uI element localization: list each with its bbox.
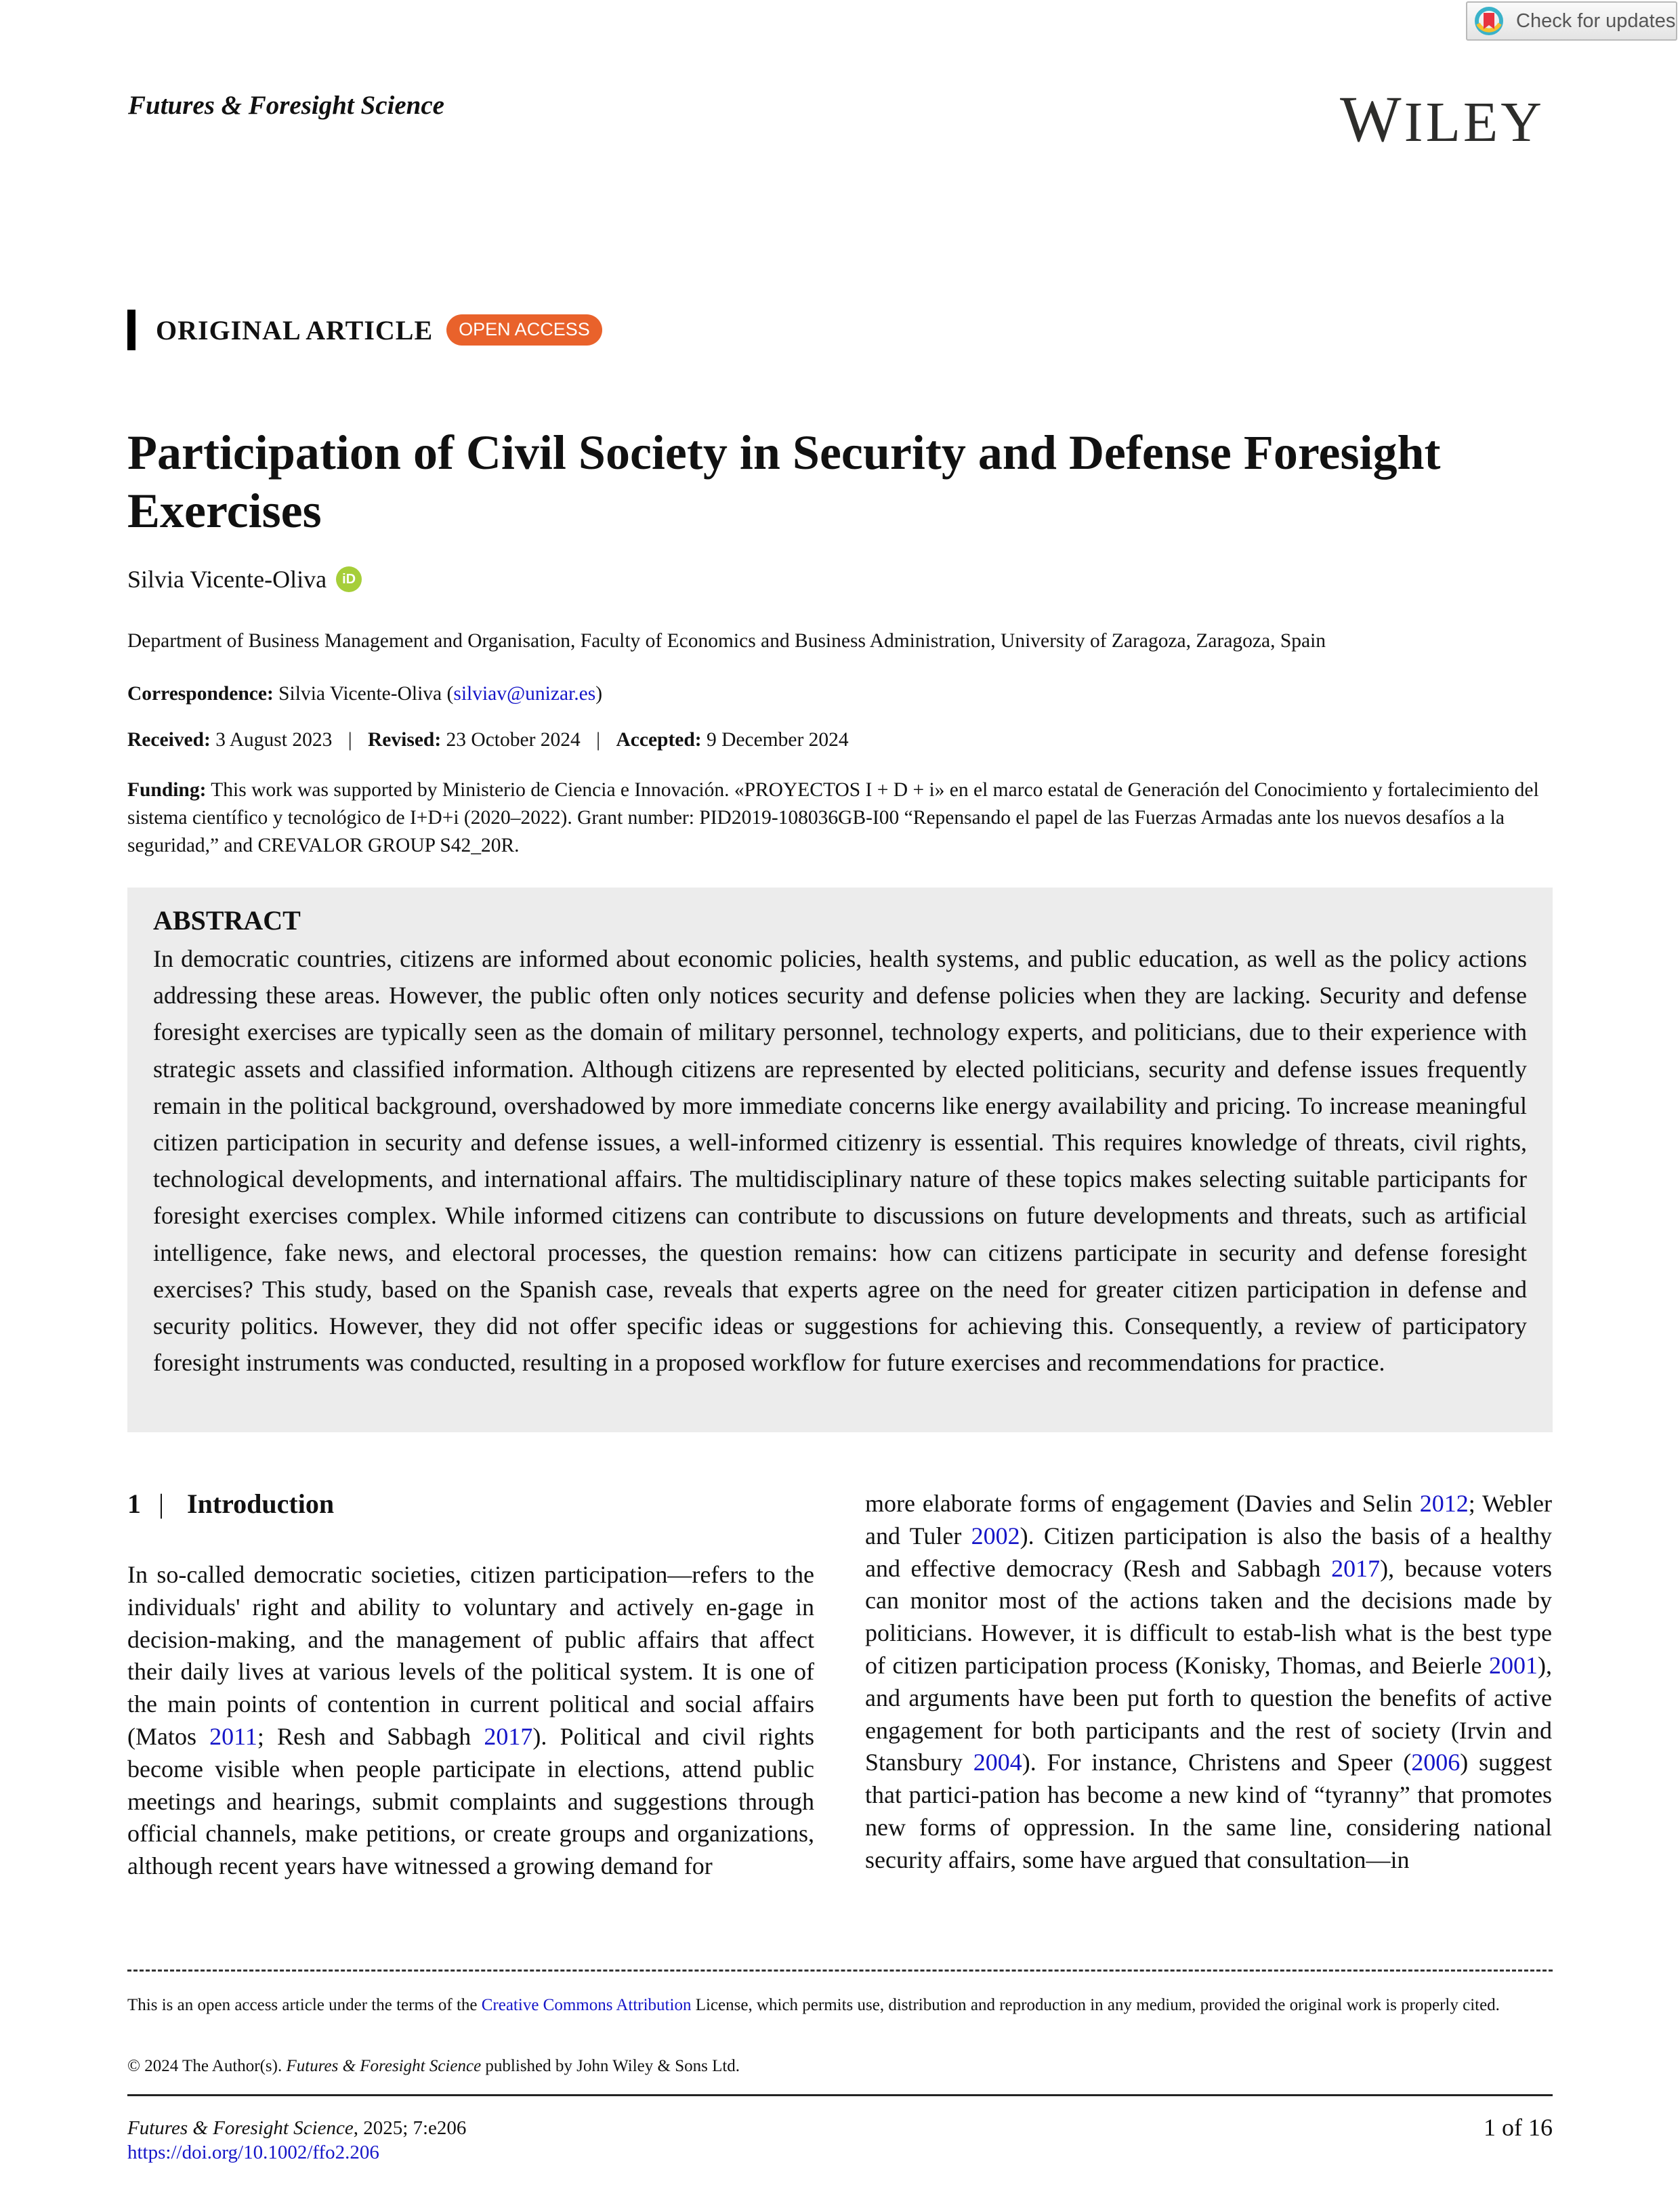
- revised-date: 23 October 2024: [446, 729, 581, 751]
- funding: [127, 776, 1553, 860]
- author-name[interactable]: Silvia Vicente-Oliva: [127, 566, 327, 593]
- citation-link[interactable]: 2002: [971, 1522, 1020, 1549]
- orcid-icon[interactable]: iD: [336, 566, 362, 592]
- article-dates: [127, 729, 849, 751]
- accepted-date: 9 December 2024: [706, 729, 849, 751]
- publisher-logo: [1340, 83, 1545, 155]
- abstract-heading: ABSTRACT: [153, 905, 301, 936]
- affiliation: Department of Business Management and Organisation, Faculty of Economics and Business Administration, University of Zaragoza, Zaragoza, Spain: [127, 630, 1326, 652]
- article-type-bar: [127, 310, 135, 350]
- author: [127, 565, 362, 593]
- citation-link[interactable]: 2012: [1419, 1490, 1469, 1517]
- journal-name: Futures & Foresight Science: [128, 91, 444, 120]
- citation-link[interactable]: 2017: [484, 1722, 533, 1750]
- footnote-divider: [127, 1970, 1553, 1972]
- body-paragraph: more elaborate forms of engagement (Davies and Selin 2012; Webler and Tuler 2002). Citizen participation is also the basis of a healthy and effective democracy (Resh and Sabbagh 2017), because voters can monitor most of the actions taken and the decisions made by politicians. However, it is difficult to estab-lish what is the best type of citizen participation process (Konisky, Thomas, and Beierle 2001), and arguments have been put forth to question the benefits of active engagement for both participants and the rest of society (Irvin and Stansbury 2004). For instance, Christens and Speer (2006) suggest that partici-pation has become a new kind of “tyranny” that promotes new forms of oppression. In the same line, considering national security affairs, some have argued that consultation—in: [865, 1490, 1553, 1873]
- doi-link[interactable]: https://doi.org/10.1002/ffo2.206: [127, 2142, 379, 2163]
- publisher-logo-rest: ILEY: [1404, 91, 1545, 154]
- date-separator: |: [596, 729, 601, 751]
- abstract-box: [127, 888, 1553, 1432]
- citation-link[interactable]: 2006: [1411, 1749, 1461, 1776]
- creative-commons-link[interactable]: Creative Commons Attribution: [481, 1996, 692, 2014]
- crossmark-icon: [1474, 6, 1504, 36]
- copyright-text: © 2024 The Author(s).: [127, 2057, 287, 2075]
- abstract-text: In democratic countries, citizens are informed about economic policies, health systems, and public education, as well as the policy actions addressing these areas. However, the public often only notices security and defense policies when they are lacking. Security and defense foresight exercises are typically seen as the domain of military personnel, technology experts, and politicians, due to their experience with strategic assets and classified information. Although citizens are represented by elected politicians, security and defense issues frequently remain in the political background, overshadowed by more immediate concerns like energy availability and pricing. To increase meaningful citizen participation in security and defense issues, a well-informed citizenry is essential. This requires knowledge of threats, civil rights, technological developments, and international affairs. The multidisciplinary nature of these topics makes selecting suitable participants for foresight exercises complex. While informed citizens can contribute to discussions on future developments and threats, such as artificial intelligence, fake news, and electoral processes, the question remains: how can citizens participate in security and defense foresight exercises? This study, based on the Spanish case, reveals that experts agree on the need for greater citizen participation in defense and security politics. However, they did not offer specific ideas or suggestions for achieving this. Consequently, a review of participatory foresight instruments was conducted, resulting in a proposed workflow for future exercises and recommendations for practice.: [153, 945, 1527, 1377]
- copyright-journal: Futures & Foresight Science: [286, 2057, 482, 2075]
- funding-label: Funding:: [127, 779, 207, 801]
- copyright-text: published by John Wiley & Sons Ltd.: [481, 2057, 740, 2075]
- citation-link[interactable]: 2017: [1331, 1554, 1381, 1582]
- revised-label: Revised:: [368, 729, 442, 751]
- body-paragraph: In so-called democratic societies, citizen participation—refers to the individuals' right and ability to voluntary and actively en-gage in decision-making, and the management of public affairs that affect their daily lives at various levels of the political system. It is one of the main points of contention in current political and social affairs (Matos 2011; Resh and Sabbagh 2017). Political and civil rights become visible when people participate in elections, attend public meetings and hearings, submit complaints and suggestions through official channels, make petitions, or create groups and organizations, although recent years have witnessed a growing demand for: [127, 1561, 814, 1880]
- correspondence-label: Correspondence:: [127, 683, 274, 705]
- article-title: Participation of Civil Society in Security and Defense Foresight Exercises: [127, 425, 1441, 538]
- page-number: 1 of 16: [1484, 2114, 1553, 2141]
- publisher-logo-initial: W: [1340, 83, 1404, 155]
- received-label: Received:: [127, 729, 211, 751]
- article-type: [127, 310, 602, 350]
- section-title: Introduction: [187, 1488, 335, 1519]
- citation-journal: Futures & Foresight Science: [127, 2117, 354, 2139]
- correspondence: Correspondence: Silvia Vicente-Oliva (silviav@unizar.es): [127, 683, 603, 705]
- section-separator: |: [159, 1488, 165, 1519]
- correspondence-name: Silvia Vicente-Oliva: [278, 683, 442, 705]
- accepted-label: Accepted:: [616, 729, 702, 751]
- funding-text: This work was supported by Ministerio de Ciencia e Innovación. «PROYECTOS I + D + i» en el marco estatal de Generación del Conocimiento y fortalecimiento del sistema científico y tecnológico de I+D+i (2020–2022). Grant number: PID2019-108036GB-I00 “Repensando el papel de las Fuerzas Armadas ante los nuevos desafíos a la seguridad,” and CREVALOR GROUP S42_20R.: [127, 779, 1539, 856]
- check-for-updates-label: Check for updates: [1516, 9, 1676, 32]
- open-access-badge: OPEN ACCESS: [446, 314, 602, 346]
- date-separator: |: [348, 729, 352, 751]
- copyright-note: [127, 2057, 740, 2076]
- citation: [127, 2117, 466, 2140]
- footer-divider: [127, 2094, 1553, 2096]
- citation-link[interactable]: 2011: [209, 1722, 257, 1750]
- body-column-left: [127, 1488, 814, 1883]
- citation-volume: , 2025; 7:e206: [353, 2117, 467, 2139]
- section-heading: [127, 1488, 814, 1520]
- section-number: 1: [127, 1488, 141, 1519]
- license-text: This is an open access article under the terms of the: [127, 1996, 482, 2014]
- body-column-right: [865, 1488, 1552, 1877]
- received-date: 3 August 2023: [215, 729, 333, 751]
- correspondence-email-link[interactable]: silviav@unizar.es: [453, 683, 596, 705]
- check-for-updates-button[interactable]: [1466, 1, 1677, 41]
- article-type-label: ORIGINAL ARTICLE: [156, 314, 434, 346]
- license-text: License, which permits use, distribution and reproduction in any medium, provided the original work is properly cited.: [691, 1996, 1500, 2014]
- license-note: [127, 1991, 1553, 2020]
- citation-link[interactable]: 2001: [1489, 1651, 1538, 1679]
- citation-link[interactable]: 2004: [973, 1749, 1022, 1776]
